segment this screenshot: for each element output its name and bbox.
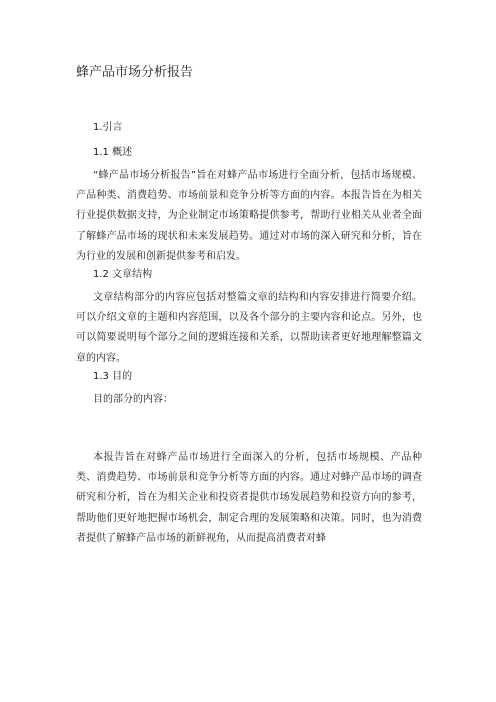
paragraph-purpose-body: 本报告旨在对蜂产品市场进行全面深入的分析，包括市场规模、产品种类、消费趋势、市场前景和竞争分析等方面的内容。通过对蜂产品市场的调查研究和分析，旨在为相关企业和投资者提供市场发展趋势和投资方向的参考，帮助他们更好地把握市场机会，制定合理的发展策略和决策。同时，也为消费者提供了解蜂产品市场的新鲜视角，从而提高消费者对蜂 [76, 452, 422, 544]
section-heading-overview: 1.1 概述 [93, 147, 133, 158]
section-heading-structure: 1.2 文章结构 [93, 269, 153, 280]
section-heading-purpose: 1.3 目的 [93, 371, 133, 382]
paragraph-overview: “蜂产品市场分析报告”旨在对蜂产品市场进行全面分析，包括市场规模、产品种类、消费趋势、市场前景和竞争分析等方面的内容。本报告旨在为相关行业提供数据支持，为企业制定市场策略提供参考，帮助行业相关从业者全面了解蜂产品市场的现状和未来发展趋势。通过对市场的深入研究和分析，旨在为行业的发展和创新提供参考和启发。 [76, 170, 422, 262]
paragraph-structure: 文章结构部分的内容应包括对整篇文章的结构和内容安排进行简要介绍。可以介绍文章的主题和内容范围，以及各个部分的主要内容和论点。另外，也可以简要说明每个部分之间的逻辑连接和关系，以帮助读者更好地理解整篇文章的内容。 [76, 292, 422, 364]
section-heading-introduction: 1.引言 [93, 122, 123, 133]
paragraph-purpose-intro: 目的部分的内容： [93, 394, 173, 405]
document-title: 蜂产品市场分析报告 [76, 65, 194, 80]
